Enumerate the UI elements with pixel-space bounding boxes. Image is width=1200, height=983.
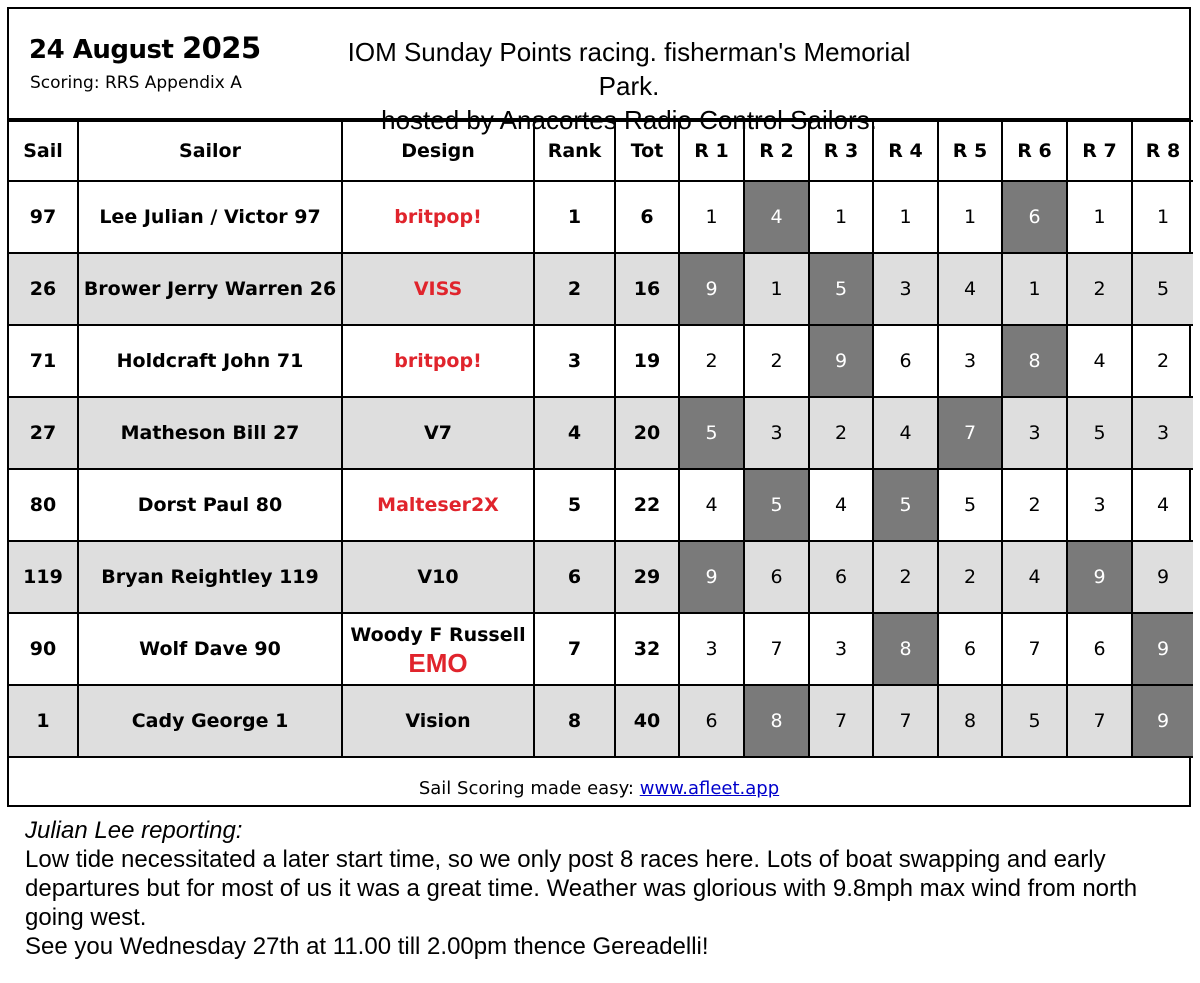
race-score-r1: 2 <box>679 325 744 397</box>
rank: 5 <box>534 469 615 541</box>
race-score-r7: 9 <box>1067 541 1132 613</box>
rank: 6 <box>534 541 615 613</box>
col-header-r1: R 1 <box>679 121 744 181</box>
race-score-r3: 2 <box>809 397 873 469</box>
report-author: Julian Lee reporting: <box>25 817 243 844</box>
rank: 3 <box>534 325 615 397</box>
col-header-design: Design <box>342 121 534 181</box>
col-header-r6: R 6 <box>1002 121 1067 181</box>
table-row <box>9 685 1193 757</box>
sailor-name: Bryan Reightley 119 <box>78 541 342 613</box>
race-score-r8: 9 <box>1132 685 1193 757</box>
sail-number: 1 <box>9 685 78 757</box>
sail-number: 26 <box>9 253 78 325</box>
sail-number: 71 <box>9 325 78 397</box>
sailor-name: Lee Julian / Victor 97 <box>78 181 342 253</box>
race-score-r3: 9 <box>809 325 873 397</box>
race-score-r4: 8 <box>873 613 938 685</box>
boat-design: Malteser2X <box>342 469 534 541</box>
race-score-r4: 6 <box>873 325 938 397</box>
race-score-r7: 4 <box>1067 325 1132 397</box>
col-header-r5: R 5 <box>938 121 1002 181</box>
race-score-r5: 6 <box>938 613 1002 685</box>
race-score-r4: 7 <box>873 685 938 757</box>
afleet-link[interactable]: www.afleet.app <box>639 778 780 799</box>
race-score-r7: 5 <box>1067 397 1132 469</box>
sail-number: 97 <box>9 181 78 253</box>
race-score-r1: 3 <box>679 613 744 685</box>
rank: 2 <box>534 253 615 325</box>
total-points: 32 <box>615 613 679 685</box>
race-score-r7: 1 <box>1067 181 1132 253</box>
boat-design: britpop! <box>342 181 534 253</box>
rank: 1 <box>534 181 615 253</box>
table-row <box>9 397 1193 469</box>
boat-design: Vision <box>342 685 534 757</box>
boat-design-line2: EMO <box>408 648 468 678</box>
race-report <box>25 816 1185 961</box>
race-score-r6: 2 <box>1002 469 1067 541</box>
race-score-r7: 2 <box>1067 253 1132 325</box>
race-score-r5: 3 <box>938 325 1002 397</box>
race-score-r2: 4 <box>744 181 809 253</box>
rank: 7 <box>534 613 615 685</box>
race-score-r8: 9 <box>1132 541 1193 613</box>
boat-design: V7 <box>342 397 534 469</box>
race-score-r5: 1 <box>938 181 1002 253</box>
sailor-name: Holdcraft John 71 <box>78 325 342 397</box>
table-row <box>9 181 1193 253</box>
race-score-r3: 4 <box>809 469 873 541</box>
race-score-r8: 5 <box>1132 253 1193 325</box>
table-row <box>9 541 1193 613</box>
race-score-r8: 9 <box>1132 613 1193 685</box>
results-header <box>9 9 1189 135</box>
race-score-r2: 2 <box>744 325 809 397</box>
race-score-r7: 7 <box>1067 685 1132 757</box>
boat-design <box>342 613 534 685</box>
race-score-r6: 8 <box>1002 325 1067 397</box>
report-body: Low tide necessitated a later start time, so we only post 8 races here. Lots of boat swapping and early departures but for most of us it was a great time. Weather was glorious with 9.8mph max wind from north going west. <box>25 846 1138 931</box>
sailor-name: Matheson Bill 27 <box>78 397 342 469</box>
footer-text: Sail Scoring made easy: <box>418 778 640 799</box>
race-score-r6: 3 <box>1002 397 1067 469</box>
total-points: 6 <box>615 181 679 253</box>
race-score-r6: 1 <box>1002 253 1067 325</box>
sail-number: 80 <box>9 469 78 541</box>
total-points: 22 <box>615 469 679 541</box>
total-points: 40 <box>615 685 679 757</box>
race-score-r3: 6 <box>809 541 873 613</box>
race-score-r2: 8 <box>744 685 809 757</box>
boat-design: britpop! <box>342 325 534 397</box>
col-header-r3: R 3 <box>809 121 873 181</box>
race-score-r3: 5 <box>809 253 873 325</box>
race-score-r3: 1 <box>809 181 873 253</box>
col-header-r2: R 2 <box>744 121 809 181</box>
rank: 4 <box>534 397 615 469</box>
boat-design-line1: Woody F Russell <box>350 624 526 646</box>
race-score-r5: 5 <box>938 469 1002 541</box>
race-score-r5: 4 <box>938 253 1002 325</box>
race-score-r4: 3 <box>873 253 938 325</box>
results-table <box>9 120 1193 758</box>
total-points: 29 <box>615 541 679 613</box>
race-score-r4: 4 <box>873 397 938 469</box>
col-header-r4: R 4 <box>873 121 938 181</box>
race-score-r6: 4 <box>1002 541 1067 613</box>
col-header-rank: Rank <box>534 121 615 181</box>
table-header-row <box>9 121 1193 181</box>
race-score-r6: 7 <box>1002 613 1067 685</box>
footer <box>9 755 1189 805</box>
col-header-r7: R 7 <box>1067 121 1132 181</box>
event-title-line2: hosted by Anacortes Radio Control Sailors. <box>381 105 877 135</box>
col-header-r8: R 8 <box>1132 121 1193 181</box>
race-score-r8: 4 <box>1132 469 1193 541</box>
race-score-r2: 1 <box>744 253 809 325</box>
race-score-r1: 6 <box>679 685 744 757</box>
col-header-sail: Sail <box>9 121 78 181</box>
table-row <box>9 613 1193 685</box>
sail-number: 119 <box>9 541 78 613</box>
total-points: 20 <box>615 397 679 469</box>
results-sheet <box>7 7 1191 807</box>
race-score-r3: 3 <box>809 613 873 685</box>
race-score-r5: 8 <box>938 685 1002 757</box>
sailor-name: Brower Jerry Warren 26 <box>78 253 342 325</box>
table-row <box>9 325 1193 397</box>
sailor-name: Wolf Dave 90 <box>78 613 342 685</box>
race-score-r8: 2 <box>1132 325 1193 397</box>
event-date <box>29 31 261 65</box>
race-score-r3: 7 <box>809 685 873 757</box>
race-score-r2: 5 <box>744 469 809 541</box>
race-score-r7: 3 <box>1067 469 1132 541</box>
race-score-r5: 2 <box>938 541 1002 613</box>
event-date-day-month: 24 August <box>29 35 174 65</box>
race-score-r1: 1 <box>679 181 744 253</box>
scoring-system: Scoring: RRS Appendix A <box>30 73 242 93</box>
boat-design: V10 <box>342 541 534 613</box>
total-points: 19 <box>615 325 679 397</box>
race-score-r4: 1 <box>873 181 938 253</box>
sailor-name: Cady George 1 <box>78 685 342 757</box>
boat-design: VISS <box>342 253 534 325</box>
sail-number: 27 <box>9 397 78 469</box>
race-score-r1: 4 <box>679 469 744 541</box>
race-score-r6: 5 <box>1002 685 1067 757</box>
table-row <box>9 469 1193 541</box>
event-date-year: 2025 <box>181 31 261 65</box>
race-score-r1: 9 <box>679 541 744 613</box>
race-score-r2: 7 <box>744 613 809 685</box>
col-header-tot: Tot <box>615 121 679 181</box>
race-score-r2: 6 <box>744 541 809 613</box>
race-score-r5: 7 <box>938 397 1002 469</box>
race-score-r4: 5 <box>873 469 938 541</box>
rank: 8 <box>534 685 615 757</box>
race-score-r1: 5 <box>679 397 744 469</box>
race-score-r7: 6 <box>1067 613 1132 685</box>
sail-number: 90 <box>9 613 78 685</box>
event-title-line1: IOM Sunday Points racing. fisherman's Memorial Park. <box>347 37 911 101</box>
race-score-r2: 3 <box>744 397 809 469</box>
report-signoff: See you Wednesday 27th at 11.00 till 2.00pm thence Gereadelli! <box>25 933 709 960</box>
race-score-r8: 3 <box>1132 397 1193 469</box>
table-row <box>9 253 1193 325</box>
sailor-name: Dorst Paul 80 <box>78 469 342 541</box>
col-header-sailor: Sailor <box>78 121 342 181</box>
race-score-r1: 9 <box>679 253 744 325</box>
race-score-r8: 1 <box>1132 181 1193 253</box>
race-score-r6: 6 <box>1002 181 1067 253</box>
total-points: 16 <box>615 253 679 325</box>
race-score-r4: 2 <box>873 541 938 613</box>
